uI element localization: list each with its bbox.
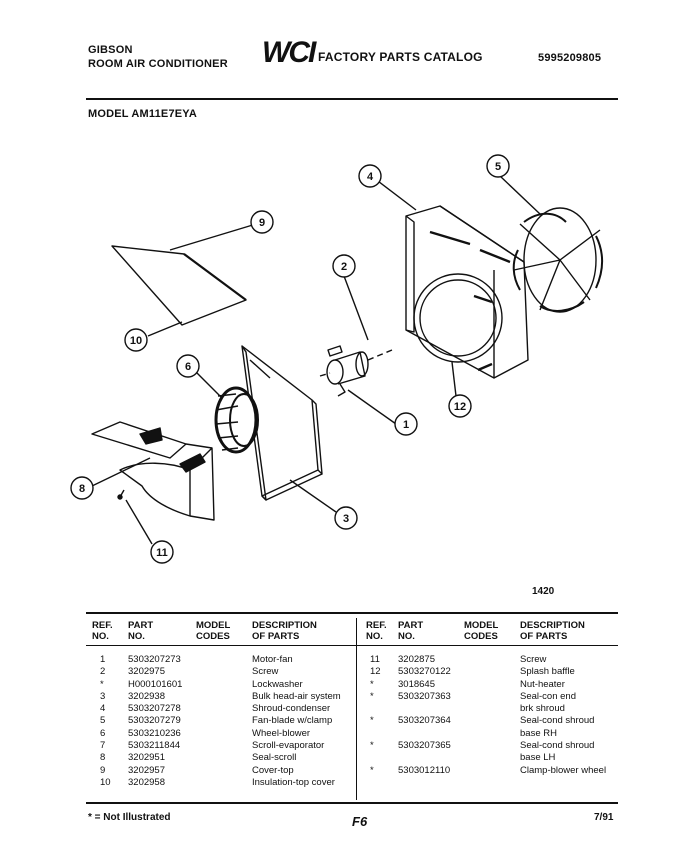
table-cell (370, 752, 396, 764)
table-cell: Bulk head-air system (252, 690, 341, 702)
callout-5 (487, 155, 509, 177)
table-cell: * (370, 678, 374, 690)
right-part-column (398, 654, 451, 777)
table-cell: 3202958 (128, 776, 165, 788)
header-part-right: PART NO. (398, 620, 424, 642)
table-cell: 3202975 (128, 666, 165, 678)
callout-9 (251, 211, 273, 233)
table-cell: 4 (100, 703, 106, 715)
page-number: F6 (352, 814, 368, 829)
table-cell (370, 703, 396, 715)
table-cell: 5303207365 (398, 740, 451, 752)
svg-text:4: 4 (366, 171, 374, 183)
not-illustrated-note: * = Not Illustrated (88, 812, 171, 823)
right-ref-column (366, 654, 396, 777)
table-cell: 3202938 (128, 690, 165, 702)
catalog-number: 5995209805 (538, 52, 602, 64)
table-cell: 5 (100, 715, 106, 727)
table-cell: Motor-fan (252, 654, 293, 665)
table-cell: 3202951 (128, 752, 165, 764)
header-part-left: PART NO. (128, 620, 154, 642)
table-cell: * (370, 690, 374, 702)
svg-text:10: 10 (129, 335, 143, 347)
table-cell: * (370, 715, 374, 727)
svg-text:5: 5 (494, 161, 502, 173)
table-cell: Scroll-evaporator (252, 740, 325, 752)
wci-logo: WCI (262, 36, 315, 69)
table-cell (398, 703, 451, 715)
condenser-shroud-part (406, 206, 528, 378)
cover-top-part (112, 246, 246, 325)
table-cell: base RH (520, 727, 557, 739)
column-divider (356, 618, 357, 800)
brand-name: GIBSON (88, 44, 133, 56)
table-cell: 12 (370, 666, 381, 678)
product-name: ROOM AIR CONDITIONER (88, 58, 228, 70)
table-cell: Seal-cond shroud (520, 715, 595, 727)
table-top-rule (86, 612, 618, 614)
svg-text:9: 9 (258, 217, 266, 229)
table-cell: 7 (100, 740, 106, 752)
table-cell: Screw (520, 654, 547, 665)
table-cell: * (370, 764, 374, 776)
table-cell: 5303207278 (128, 703, 181, 715)
scroll-evaporator-part (92, 422, 214, 520)
table-cell: H000101601 (128, 678, 183, 690)
table-cell: Seal-cond shroud (520, 740, 595, 752)
header-ref-left: REF. NO. (92, 620, 113, 642)
table-cell: Insulation-top cover (252, 776, 335, 788)
svg-text:8: 8 (78, 483, 86, 495)
table-cell (398, 752, 451, 764)
table-cell: 5303012110 (398, 764, 451, 776)
callout-12 (449, 395, 471, 417)
table-cell: * (370, 740, 374, 752)
table-cell: 5303210236 (128, 727, 181, 739)
left-ref-column (92, 654, 122, 789)
table-cell: 3 (100, 690, 106, 702)
model-label: MODEL AM11E7EYA (88, 108, 197, 120)
condenser-fan-blade-part (514, 208, 602, 312)
left-part-column (128, 654, 182, 789)
table-cell: 3202957 (128, 764, 165, 776)
callout-4 (359, 165, 381, 187)
callout-8 (71, 477, 93, 499)
callout-10 (125, 329, 147, 351)
header-model-left: MODEL CODES (196, 620, 231, 642)
header-model-right: MODEL CODES (464, 620, 499, 642)
table-cell: base LH (520, 752, 556, 764)
svg-text:2: 2 (340, 261, 348, 273)
table-cell: Fan-blade w/clamp (252, 715, 333, 727)
callout-3 (335, 507, 357, 529)
table-cell: Seal-scroll (252, 752, 297, 764)
table-cell: brk shroud (520, 703, 565, 715)
table-cell: 5303207279 (128, 715, 181, 727)
table-cell: 3202875 (398, 654, 435, 665)
figure-number: 1420 (532, 586, 555, 597)
table-cell: 5303211844 (128, 740, 181, 752)
header-ref-right: REF. NO. (366, 620, 387, 642)
callout-1 (395, 413, 417, 435)
header-underline (86, 645, 618, 646)
table-cell: Lockwasher (252, 678, 303, 690)
table-cell: Screw (252, 666, 279, 678)
svg-text:11: 11 (156, 547, 168, 559)
table-cell: Clamp-blower wheel (520, 764, 607, 776)
right-desc-column (520, 654, 606, 777)
table-cell: 1 (100, 654, 106, 665)
header-desc-left: DESCRIPTION OF PARTS (252, 620, 317, 642)
table-cell: 10 (100, 776, 111, 788)
table-cell (370, 728, 396, 740)
table-cell: 2 (100, 666, 106, 678)
svg-text:6: 6 (184, 361, 192, 373)
table-cell: 5303270122 (398, 666, 451, 678)
table-cell: 11 (370, 654, 380, 665)
footer-rule (86, 802, 618, 804)
table-cell: 5303207273 (128, 654, 181, 665)
table-cell: Seal-con end (520, 690, 576, 702)
table-cell: Cover-top (252, 764, 294, 776)
table-cell: 8 (100, 752, 106, 764)
header-desc-right: DESCRIPTION OF PARTS (520, 620, 585, 642)
table-cell: Nut-heater (520, 678, 565, 690)
callout-11 (151, 541, 173, 563)
table-cell: * (100, 678, 104, 690)
table-cell: Wheel-blower (252, 727, 311, 739)
revision-date: 7/91 (594, 812, 614, 823)
table-cell: 6 (100, 727, 106, 739)
table-cell: 3018645 (398, 678, 435, 690)
svg-text:3: 3 (342, 513, 350, 525)
table-cell: Shroud-condenser (252, 703, 331, 715)
callout-2 (333, 255, 355, 277)
table-cell (398, 728, 451, 740)
table-cell: Splash baffle (520, 666, 575, 678)
table-cell: 9 (100, 764, 106, 776)
table-cell: 5303207363 (398, 690, 451, 702)
left-desc-column (252, 654, 341, 789)
svg-text:1: 1 (402, 419, 410, 431)
table-cell: 5303207364 (398, 715, 451, 727)
fan-motor-part (320, 346, 392, 396)
catalog-title: FACTORY PARTS CATALOG (318, 50, 483, 64)
callout-6 (177, 355, 199, 377)
svg-text:12: 12 (453, 401, 467, 413)
